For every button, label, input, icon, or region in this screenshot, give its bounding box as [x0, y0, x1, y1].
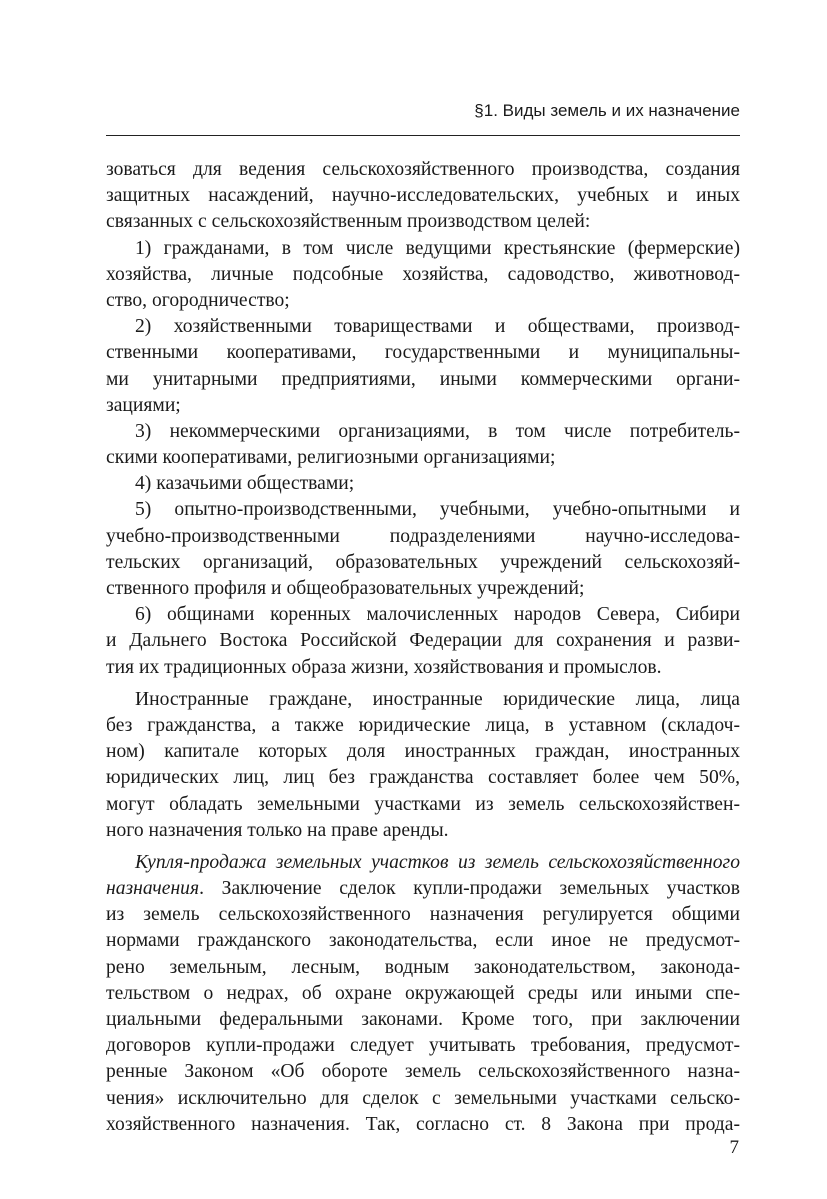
text-line: договоров купли-продажи следует учитывать требования, предусмот-: [106, 1035, 740, 1057]
text-line: 3) некоммерческими организациями, в том числе потребитель-: [135, 420, 740, 442]
text-line: тия их традиционных образа жизни, хозяйствования и промыслов.: [106, 656, 662, 678]
header-rule: [106, 135, 740, 136]
text-line: Иностранные граждане, иностранные юридические лица, лица: [135, 688, 740, 710]
body-text: [106, 157, 740, 1138]
text-line: тельских организаций, образовательных учреждений сельскохозяй-: [106, 551, 740, 573]
text-line: ном) капитале которых доля иностранных граждан, иностранных: [106, 741, 740, 763]
text-line: без гражданства, а также юридические лица, в уставном (складоч-: [106, 714, 740, 736]
page-number: 7: [729, 1137, 739, 1158]
text-line: зоваться для ведения сельскохозяйственного производства, создания: [106, 159, 740, 180]
text-line: [106, 876, 740, 902]
text-line: ственного профиля и общеобразовательных учреждений;: [106, 578, 585, 599]
text-line: циальными федеральными законами. Кроме того, при заключении: [106, 1009, 740, 1030]
text-line: скими кооперативами, религиозными организациями;: [106, 447, 556, 469]
text-line: нормами гражданского законодательства, если иное не предусмот-: [106, 930, 740, 952]
text-line: учебно-производственными подразделениями научно-исследова-: [106, 525, 740, 547]
text-line: [106, 850, 740, 876]
text-line: тельством о недрах, об охране окружающей среды или иными спе-: [106, 982, 740, 1004]
text-line: 6) общинами коренных малочисленных народов Севера, Сибири: [135, 604, 740, 626]
text-line: могут обладать земельными участками из земель сельскохозяйствен-: [106, 793, 740, 815]
text-line: чения» исключительно для сделок с земельными участками сельско-: [106, 1087, 740, 1109]
text-line: и Дальнего Востока Российской Федерации для сохранения и разви-: [106, 630, 740, 652]
text-line: ственными кооперативами, государственными и муниципальны-: [106, 342, 740, 364]
text-line: 4) казачьими обществами;: [135, 473, 355, 495]
text-line-rest: . Заключение сделок купли-продажи земельных участков: [199, 878, 740, 900]
text-line: 1) гражданами, в том числе ведущими крестьянские (фермерские): [135, 237, 740, 259]
text-line: 2) хозяйственными товариществами и обществами, производ-: [135, 316, 740, 338]
text-line: ство, огородничество;: [106, 289, 290, 311]
text-line: связанных с сельскохозяйственным производством целей:: [106, 211, 591, 233]
text-line: юридических лиц, лиц без гражданства составляет более чем 50%,: [106, 767, 740, 789]
text-line: ми унитарными предприятиями, иными коммерческими органи-: [106, 368, 740, 390]
text-line: хозяйства, личные подсобные хозяйства, садоводство, животновод-: [106, 263, 740, 285]
italic-heading: Купля-продажа земельных участков из земель сельскохозяйственного: [135, 851, 740, 873]
running-head: §1. Виды земель и их назначение: [474, 101, 740, 120]
text-line: рено земельным, лесным, водным законодательством, законода-: [106, 956, 740, 978]
italic-heading-cont: назначения: [106, 878, 200, 900]
text-line: 5) опытно-производственными, учебными, учебно-опытными и: [135, 499, 740, 521]
text-line: из земель сельскохозяйственного назначения регулируется общими: [106, 904, 740, 926]
text-line: зациями;: [106, 394, 181, 416]
text-line: хозяйственного назначения. Так, согласно ст. 8 Закона при прода-: [106, 1113, 740, 1135]
text-line: защитных насаждений, научно-исследовательских, учебных и иных: [106, 185, 740, 207]
text-line: ренные Законом «Об обороте земель сельскохозяйственного назна-: [106, 1061, 740, 1083]
text-line: ного назначения только на праве аренды.: [106, 819, 449, 841]
